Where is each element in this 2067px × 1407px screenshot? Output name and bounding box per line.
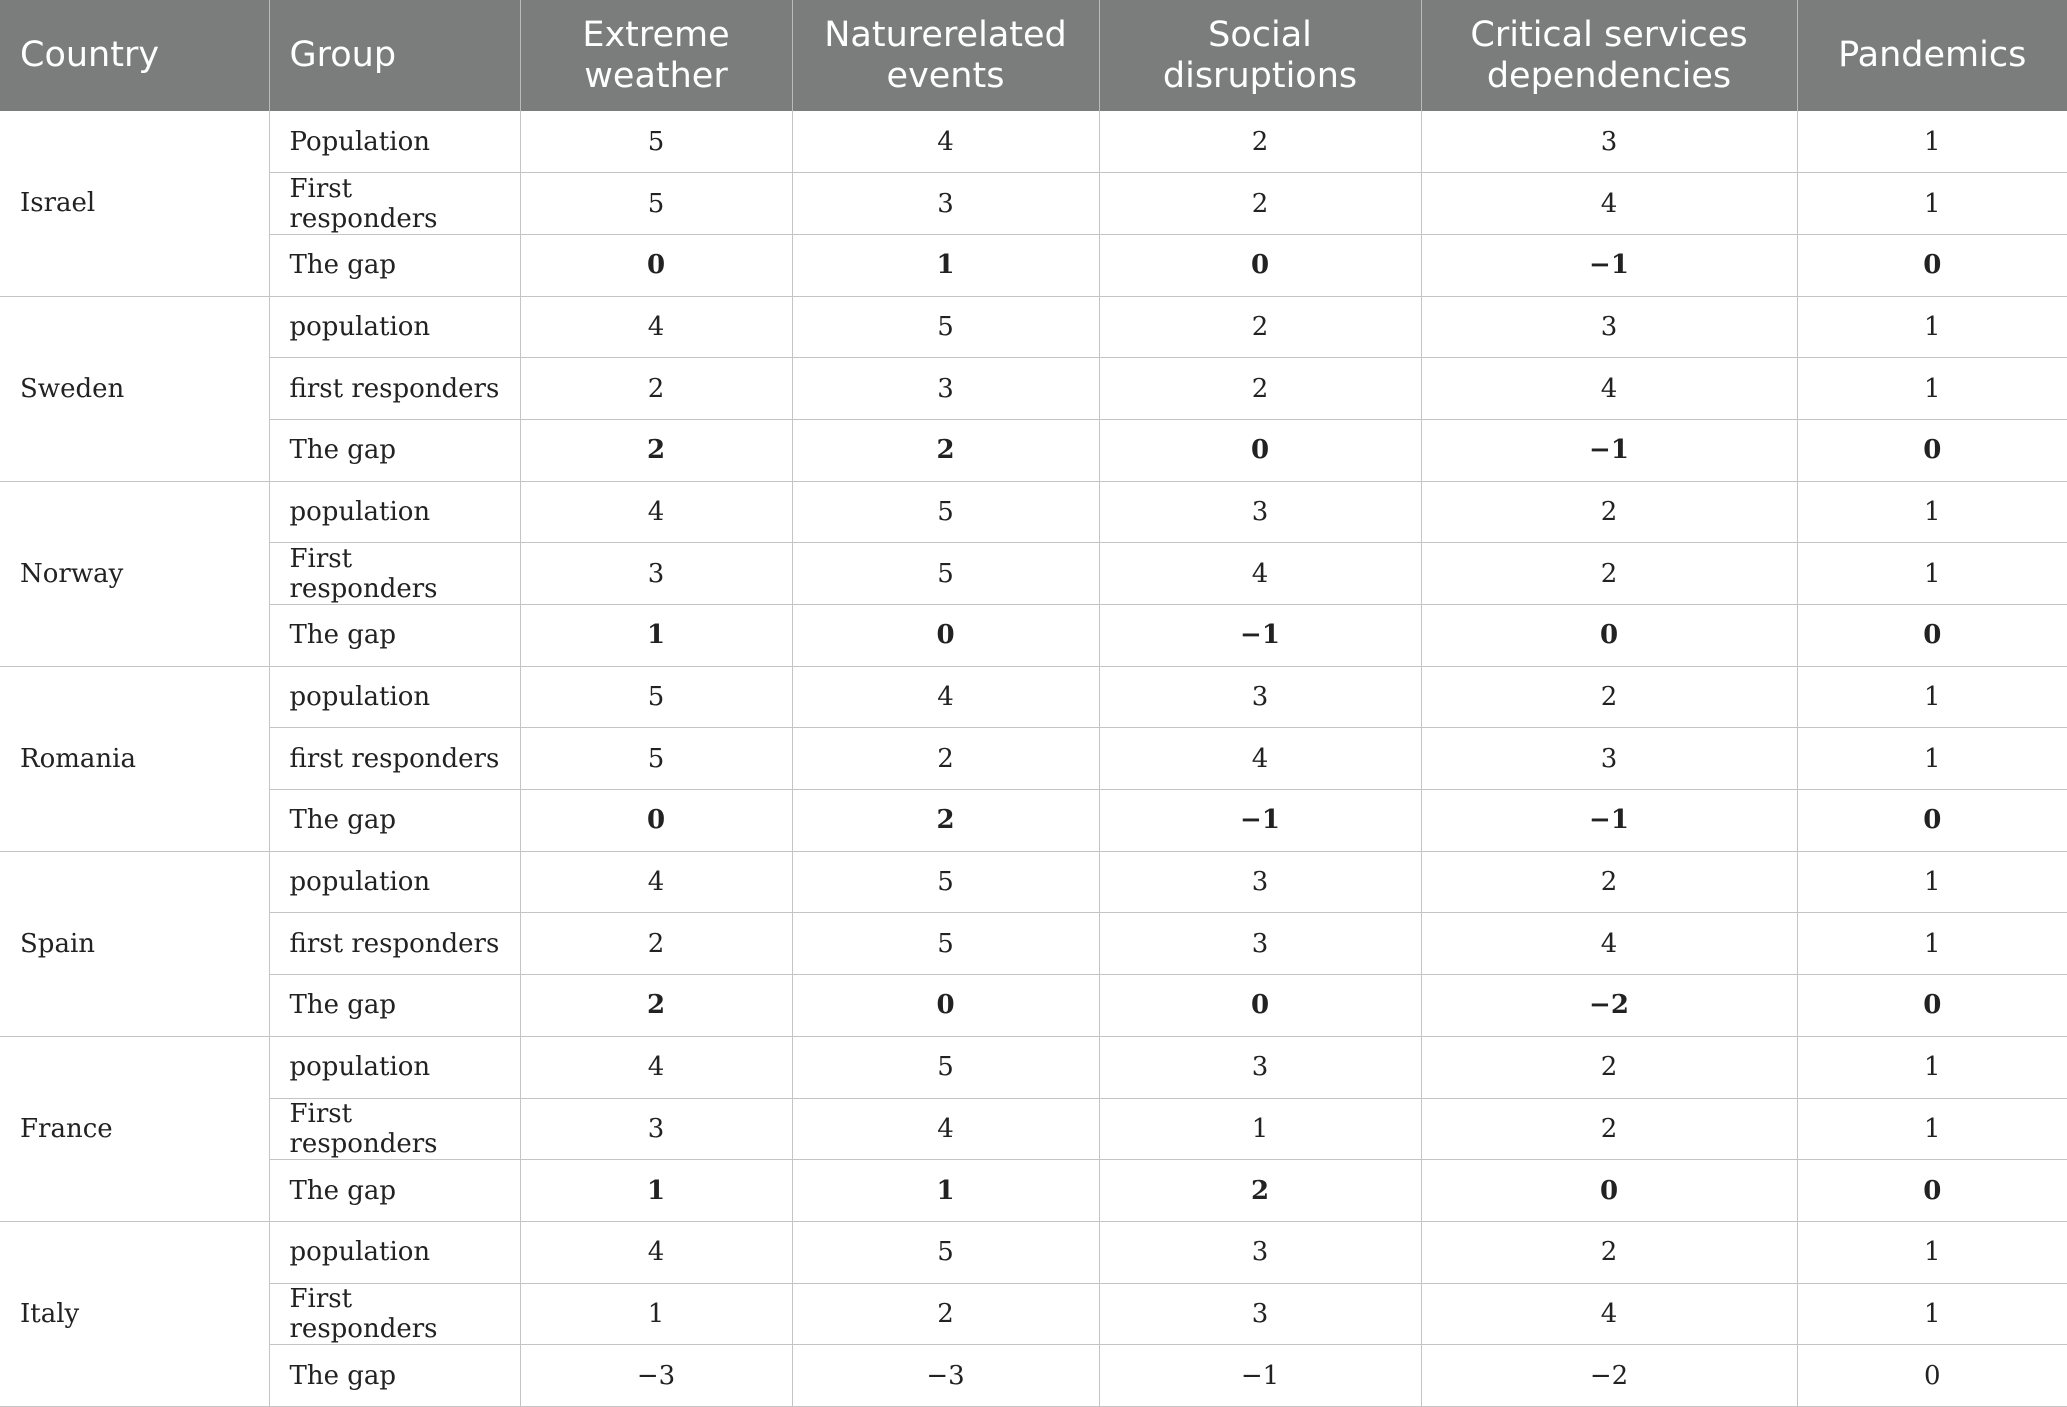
table-row	[0, 234, 2067, 296]
table-row	[0, 173, 2067, 235]
value-cell: 4	[1099, 543, 1421, 605]
group-cell: The gap	[269, 605, 520, 667]
value-cell: −3	[792, 1345, 1099, 1407]
header-pandemics: Pandemics	[1797, 0, 2067, 111]
table-row	[0, 296, 2067, 358]
value-cell: 2	[520, 975, 792, 1037]
table-row	[0, 913, 2067, 975]
value-cell: 2	[1099, 1160, 1421, 1222]
value-cell: 1	[1797, 111, 2067, 173]
value-cell: 1	[1797, 1098, 2067, 1160]
country-cell: Romania	[0, 666, 269, 851]
value-cell: 1	[1797, 1283, 2067, 1345]
group-cell: The gap	[269, 1160, 520, 1222]
table-row	[0, 358, 2067, 420]
value-cell: 1	[1797, 728, 2067, 790]
value-cell: 1	[1797, 666, 2067, 728]
value-cell: −3	[520, 1345, 792, 1407]
table-row	[0, 1098, 2067, 1160]
value-cell: 1	[792, 1160, 1099, 1222]
value-cell: 1	[1797, 173, 2067, 235]
group-cell: first responders	[269, 358, 520, 420]
value-cell: 3	[520, 1098, 792, 1160]
value-cell: 4	[1421, 173, 1797, 235]
group-cell: The gap	[269, 975, 520, 1037]
value-cell: 0	[1421, 1160, 1797, 1222]
value-cell: 2	[1421, 481, 1797, 543]
value-cell: 4	[520, 1036, 792, 1098]
table-row	[0, 790, 2067, 852]
value-cell: 4	[792, 111, 1099, 173]
header-row	[0, 0, 2067, 111]
value-cell: 0	[1099, 975, 1421, 1037]
value-cell: 3	[1099, 913, 1421, 975]
table-row	[0, 851, 2067, 913]
value-cell: 1	[1797, 543, 2067, 605]
table-row	[0, 1221, 2067, 1283]
value-cell: 1	[1797, 913, 2067, 975]
value-cell: −1	[1099, 790, 1421, 852]
header-nature-related-events: Naturerelated events	[792, 0, 1099, 111]
value-cell: 3	[1099, 1036, 1421, 1098]
value-cell: 2	[1099, 358, 1421, 420]
value-cell: 0	[1797, 790, 2067, 852]
group-cell: first responders	[269, 913, 520, 975]
value-cell: 1	[520, 1283, 792, 1345]
value-cell: 2	[1099, 296, 1421, 358]
country-cell: Israel	[0, 111, 269, 296]
value-cell: 3	[1099, 481, 1421, 543]
value-cell: 3	[1099, 1283, 1421, 1345]
table-row	[0, 1036, 2067, 1098]
table-row	[0, 543, 2067, 605]
group-cell: The gap	[269, 790, 520, 852]
value-cell: −1	[1099, 1345, 1421, 1407]
group-cell: population	[269, 481, 520, 543]
group-cell: first responders	[269, 728, 520, 790]
table-row	[0, 111, 2067, 173]
value-cell: 3	[1099, 1221, 1421, 1283]
table-row	[0, 1283, 2067, 1345]
value-cell: 2	[520, 419, 792, 481]
value-cell: 2	[792, 728, 1099, 790]
value-cell: 2	[1421, 1221, 1797, 1283]
value-cell: 5	[520, 666, 792, 728]
group-cell: population	[269, 851, 520, 913]
group-cell: The gap	[269, 419, 520, 481]
value-cell: 1	[1797, 481, 2067, 543]
value-cell: 1	[1797, 1221, 2067, 1283]
value-cell: 5	[792, 543, 1099, 605]
value-cell: 0	[1797, 234, 2067, 296]
value-cell: 4	[520, 1221, 792, 1283]
value-cell: 4	[1099, 728, 1421, 790]
table-row	[0, 975, 2067, 1037]
value-cell: 5	[792, 296, 1099, 358]
value-cell: 3	[1421, 111, 1797, 173]
value-cell: 1	[1797, 358, 2067, 420]
table-row	[0, 419, 2067, 481]
value-cell: −2	[1421, 975, 1797, 1037]
value-cell: 5	[792, 851, 1099, 913]
group-cell: population	[269, 296, 520, 358]
value-cell: 1	[1099, 1098, 1421, 1160]
value-cell: 0	[1099, 419, 1421, 481]
value-cell: 3	[1421, 296, 1797, 358]
value-cell: 0	[1421, 605, 1797, 667]
value-cell: 2	[792, 790, 1099, 852]
group-cell: population	[269, 666, 520, 728]
country-cell: Spain	[0, 851, 269, 1036]
group-cell: First responders	[269, 173, 520, 235]
value-cell: 2	[792, 419, 1099, 481]
value-cell: 4	[520, 851, 792, 913]
value-cell: 4	[520, 296, 792, 358]
value-cell: 2	[792, 1283, 1099, 1345]
value-cell: 5	[792, 913, 1099, 975]
value-cell: 0	[1797, 605, 2067, 667]
value-cell: 5	[792, 1221, 1099, 1283]
value-cell: 1	[1797, 1036, 2067, 1098]
value-cell: 5	[520, 728, 792, 790]
value-cell: 2	[1421, 1098, 1797, 1160]
table-row	[0, 728, 2067, 790]
header-social-disruptions: Social disruptions	[1099, 0, 1421, 111]
value-cell: 1	[1797, 296, 2067, 358]
value-cell: −1	[1421, 419, 1797, 481]
value-cell: 2	[1099, 111, 1421, 173]
value-cell: 1	[520, 1160, 792, 1222]
value-cell: 0	[520, 234, 792, 296]
value-cell: 4	[1421, 1283, 1797, 1345]
value-cell: 2	[520, 913, 792, 975]
value-cell: 4	[1421, 913, 1797, 975]
value-cell: −1	[1421, 234, 1797, 296]
value-cell: 3	[792, 358, 1099, 420]
value-cell: 5	[520, 173, 792, 235]
value-cell: 0	[1797, 975, 2067, 1037]
value-cell: 0	[1797, 1160, 2067, 1222]
value-cell: 4	[792, 1098, 1099, 1160]
value-cell: 0	[1099, 234, 1421, 296]
value-cell: 2	[1421, 543, 1797, 605]
header-group: Group	[269, 0, 520, 111]
value-cell: 2	[1421, 1036, 1797, 1098]
table-row	[0, 1160, 2067, 1222]
group-cell: First responders	[269, 543, 520, 605]
group-cell: First responders	[269, 1098, 520, 1160]
header-extreme-weather: Extreme weather	[520, 0, 792, 111]
value-cell: 3	[1099, 666, 1421, 728]
value-cell: 2	[1099, 173, 1421, 235]
value-cell: 1	[1797, 851, 2067, 913]
value-cell: 2	[520, 358, 792, 420]
group-cell: The gap	[269, 234, 520, 296]
value-cell: 3	[792, 173, 1099, 235]
group-cell: population	[269, 1221, 520, 1283]
value-cell: 0	[1797, 1345, 2067, 1407]
value-cell: 4	[792, 666, 1099, 728]
table-row	[0, 481, 2067, 543]
country-cell: France	[0, 1036, 269, 1221]
value-cell: 0	[520, 790, 792, 852]
table-row	[0, 605, 2067, 667]
value-cell: 4	[1421, 358, 1797, 420]
value-cell: 5	[520, 111, 792, 173]
country-cell: Norway	[0, 481, 269, 666]
header-critical-services: Critical services dependencies	[1421, 0, 1797, 111]
header-country: Country	[0, 0, 269, 111]
value-cell: 1	[792, 234, 1099, 296]
country-cell: Italy	[0, 1221, 269, 1406]
value-cell: 3	[1421, 728, 1797, 790]
value-cell: 0	[792, 605, 1099, 667]
group-cell: Population	[269, 111, 520, 173]
country-cell: Sweden	[0, 296, 269, 481]
value-cell: −1	[1099, 605, 1421, 667]
value-cell: −2	[1421, 1345, 1797, 1407]
value-cell: 0	[1797, 419, 2067, 481]
value-cell: 3	[520, 543, 792, 605]
table-row	[0, 666, 2067, 728]
table-row	[0, 1345, 2067, 1407]
group-cell: population	[269, 1036, 520, 1098]
group-cell: First responders	[269, 1283, 520, 1345]
value-cell: 0	[792, 975, 1099, 1037]
value-cell: 3	[1099, 851, 1421, 913]
value-cell: 2	[1421, 666, 1797, 728]
value-cell: 5	[792, 1036, 1099, 1098]
value-cell: 5	[792, 481, 1099, 543]
value-cell: 4	[520, 481, 792, 543]
group-cell: The gap	[269, 1345, 520, 1407]
value-cell: 2	[1421, 851, 1797, 913]
value-cell: −1	[1421, 790, 1797, 852]
value-cell: 1	[520, 605, 792, 667]
